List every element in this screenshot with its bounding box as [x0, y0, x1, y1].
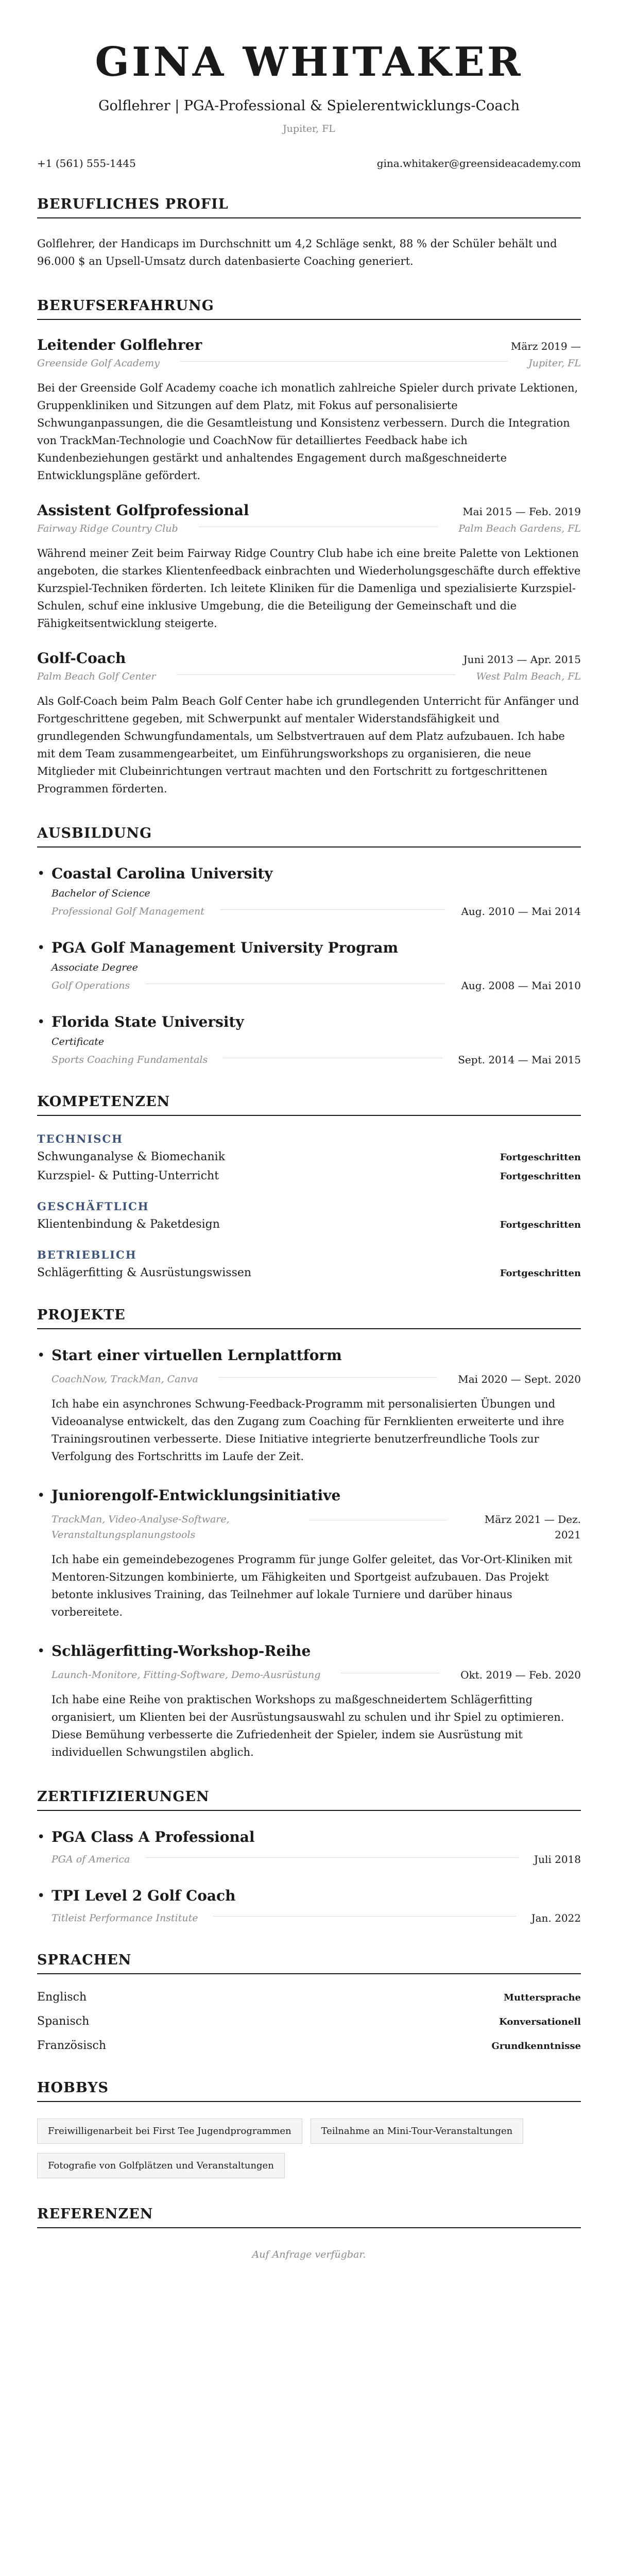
- education-date: Aug. 2008 — Mai 2010: [461, 979, 581, 992]
- skill-category: BETRIEBLICH: [37, 1248, 137, 1261]
- hobby-tag: Teilnahme an Mini-Tour-Veranstaltungen: [311, 2119, 524, 2144]
- skill-level: Fortgeschritten: [500, 1171, 581, 1182]
- job-description: Während meiner Zeit beim Fairway Ridge Country Club habe ich eine breite Palette von Lektionen angeboten, die starkes Klientenfeedback einbrachten und Wiederholungsgeschäfte durch effektive Kurzspiel-Techniken förderten. Ich leitete Kliniken für die Damenliga und spezialisierte Kurzspiel-Schulen, schuf eine inklusive Umgebung, die die Beteiligung der Gemeinschaft und die Fähigkeitsentwicklung steigerte.: [37, 547, 581, 630]
- job-entry: [37, 336, 581, 484]
- degree-name: Bachelor of Science: [52, 888, 150, 899]
- job-location: Jupiter, FL: [528, 358, 581, 369]
- section-title: ZERTIFIZIERUNGEN: [37, 1789, 581, 1811]
- job-location: Palm Beach Gardens, FL: [458, 523, 581, 534]
- job-description: Als Golf-Coach beim Palm Beach Golf Center habe ich grundlegenden Unterricht für Anfänger und Fortgeschrittene gegeben, mit Schwerpunkt auf mentaler Widerstandsfähigkeit und grundlegenden Schwungfundamentals, um Selbstvertrauen auf dem Platz aufzubauen. Ich habe mit dem Team zusammengearbeitet, um Einführungsworkshops zu organisieren, die neue Mitglieder mit Clubeinrichtungen vertraut machten und den Fortschritt zu fortgeschrittenen Programmen förderten.: [37, 695, 579, 795]
- profile-section: [37, 196, 581, 270]
- project-description: Ich habe ein asynchrones Schwung-Feedback-Programm mit personalisierten Übungen und Videoanalyse entwickelt, das den Zugang zum Coaching für Fernklienten erweiterte und ihre Trainingsroutinen verbesserte. Diese Initiative integrierte benutzerfreundliche Tools zur Verfolgung des Fortschritts im Laufe der Zeit.: [52, 1398, 564, 1463]
- job-title: Golf-Coach: [37, 650, 126, 667]
- certification-issuer: PGA of America: [52, 1854, 130, 1865]
- project-date: Mai 2020 — Sept. 2020: [458, 1373, 581, 1385]
- school-name: • PGA Golf Management University Program: [52, 939, 399, 956]
- skill-name: Schwunganalyse & Biomechanik: [37, 1150, 226, 1163]
- job-entry: [37, 502, 581, 632]
- skill-level: Fortgeschritten: [500, 1219, 581, 1230]
- section-title: HOBBYS: [37, 2080, 581, 2102]
- contact-row: [37, 157, 581, 170]
- project-entry: [37, 1486, 581, 1621]
- leader-line: [213, 1916, 516, 1917]
- skill-row: [37, 1170, 581, 1182]
- language-name: Spanisch: [37, 2015, 90, 2028]
- certification-issuer: Titleist Performance Institute: [52, 1912, 198, 1924]
- degree-name: Certificate: [52, 1036, 105, 1047]
- project-description: Ich habe ein gemeindebezogenes Programm für junge Golfer geleitet, das Vor-Ort-Kliniken mit Mentoren-Sitzungen kombinierte, um Fähigkeiten und Sportgeist aufzubauen. Das Projekt betonte inklusives Training, das Teilnehmer auf lokale Turniere und darüber hinaus vorbereitete.: [52, 1553, 573, 1618]
- certification-entry: [37, 1827, 581, 1866]
- skill-category: GESCHÄFTLICH: [37, 1200, 149, 1213]
- education-entry: [37, 864, 581, 918]
- job-title: Assistent Golfprofessional: [37, 502, 249, 519]
- certification-date: Jan. 2022: [531, 1912, 581, 1924]
- field-of-study: Sports Coaching Fundamentals: [52, 1054, 208, 1065]
- language-level: Grundkenntnisse: [491, 2041, 581, 2052]
- resume-header: [37, 39, 581, 134]
- language-row: [37, 2039, 581, 2052]
- candidate-location: Jupiter, FL: [283, 123, 335, 134]
- project-entry: [37, 1346, 581, 1465]
- job-date: März 2019 —: [510, 340, 581, 352]
- project-description: Ich habe eine Reihe von praktischen Workshops zu maßgeschneidertem Schlägerfitting organisiert, um Klienten bei der Ausrüstungsauswahl zu schulen und ihr Spiel zu optimieren. Diese Bemühung verbesserte die Zufriedenheit der Spieler, indem sie Ausrüstung mit individuellen Schwungstilen abglich.: [52, 1693, 564, 1758]
- job-entry: [37, 650, 581, 798]
- language-level: Konversationell: [499, 2016, 581, 2027]
- projects-section: [37, 1307, 581, 1761]
- project-tools: CoachNow, TrackMan, Canva: [52, 1374, 198, 1385]
- project-tools: Launch-Monitore, Fitting-Software, Demo-Ausrüstung: [52, 1669, 321, 1681]
- field-of-study: Golf Operations: [52, 980, 130, 991]
- school-name: • Florida State University: [52, 1013, 244, 1030]
- education-date: Aug. 2010 — Mai 2014: [461, 905, 581, 918]
- section-title: REFERENZEN: [37, 2206, 581, 2228]
- experience-section: [37, 298, 581, 798]
- references-note: Auf Anfrage verfügbar.: [252, 2249, 366, 2260]
- project-title: • Juniorengolf-Entwicklungsinitiative: [52, 1487, 341, 1504]
- certification-title: • PGA Class A Professional: [52, 1828, 255, 1845]
- leader-line: [145, 1857, 519, 1858]
- hobby-tag: Freiwilligenarbeit bei First Tee Jugendprogrammen: [37, 2119, 302, 2144]
- leader-line: [177, 674, 456, 675]
- job-date: Mai 2015 — Feb. 2019: [462, 505, 581, 518]
- references-section: [37, 2206, 581, 2260]
- certification-entry: [37, 1886, 581, 1924]
- job-company: Greenside Golf Academy: [37, 358, 160, 369]
- job-company: Fairway Ridge Country Club: [37, 523, 178, 534]
- certifications-section: [37, 1789, 581, 1924]
- skill-category: TECHNISCH: [37, 1132, 123, 1145]
- section-title: BERUFLICHES PROFIL: [37, 196, 581, 218]
- job-description: Bei der Greenside Golf Academy coache ich monatlich zahlreiche Spieler durch private Lektionen, Gruppenkliniken und Sitzungen auf dem Platz, mit Fokus auf personalisierte Schwunganpassungen, die die Gesamtleistung und Konsistenz verbessern. Durch die Integration von TrackMan-Technologie und CoachNow für detailliertes Feedback habe ich Kundenbeziehungen gestärkt und anhaltendes Engagement durch maßgeschneiderte Entwicklungspläne gefördert.: [37, 382, 578, 482]
- hobbies-section: [37, 2080, 581, 2178]
- degree-name: Associate Degree: [52, 962, 138, 973]
- education-section: [37, 825, 581, 1066]
- profile-summary: Golflehrer, der Handicaps im Durchschnitt um 4,2 Schläge senkt, 88 % der Schüler behält und 96.000 $ an Upsell-Umsatz durch datenbasierte Coaching generiert.: [37, 238, 557, 267]
- email-address[interactable]: gina.whitaker@greensideacademy.com: [376, 157, 581, 170]
- candidate-title: Golflehrer | PGA-Professional & Spielerentwicklungs-Coach: [98, 98, 520, 114]
- job-company: Palm Beach Golf Center: [37, 671, 156, 682]
- skill-row: [37, 1150, 581, 1163]
- project-tools: TrackMan, Video-Analyse-Software, Veranstaltungsplanungstools: [52, 1514, 230, 1540]
- leader-line: [180, 361, 508, 362]
- project-title: • Start einer virtuellen Lernplattform: [52, 1347, 342, 1364]
- job-date: Juni 2013 — Apr. 2015: [463, 653, 581, 666]
- section-title: KOMPETENZEN: [37, 1094, 581, 1116]
- skill-row: [37, 1218, 581, 1231]
- skill-level: Fortgeschritten: [500, 1152, 581, 1163]
- language-row: [37, 2015, 581, 2028]
- section-title: PROJEKTE: [37, 1307, 581, 1329]
- project-date: März 2021 — Dez. 2021: [484, 1513, 581, 1541]
- skill-name: Schlägerfitting & Ausrüstungswissen: [37, 1266, 252, 1279]
- language-name: Französisch: [37, 2039, 107, 2052]
- field-of-study: Professional Golf Management: [52, 906, 204, 917]
- candidate-name: GINA WHITAKER: [95, 39, 523, 86]
- job-title: Leitender Golflehrer: [37, 336, 202, 353]
- job-location: West Palm Beach, FL: [476, 671, 581, 682]
- school-name: • Coastal Carolina University: [52, 865, 273, 882]
- project-date: Okt. 2019 — Feb. 2020: [460, 1669, 581, 1681]
- section-title: BERUFSERFAHRUNG: [37, 298, 581, 320]
- leader-line: [219, 1377, 437, 1378]
- hobby-tags: [37, 2119, 581, 2178]
- skill-level: Fortgeschritten: [500, 1268, 581, 1279]
- skills-section: [37, 1094, 581, 1279]
- education-date: Sept. 2014 — Mai 2015: [458, 1054, 581, 1066]
- project-title: • Schlägerfitting-Workshop-Reihe: [52, 1642, 311, 1659]
- certification-date: Juli 2018: [534, 1853, 581, 1866]
- project-entry: [37, 1641, 581, 1761]
- phone-number[interactable]: +1 (561) 555-1445: [37, 157, 136, 170]
- language-row: [37, 1991, 581, 2004]
- education-entry: [37, 1012, 581, 1066]
- skill-row: [37, 1266, 581, 1279]
- leader-line: [220, 909, 446, 910]
- languages-section: [37, 1952, 581, 2052]
- skill-name: Klientenbindung & Paketdesign: [37, 1218, 220, 1231]
- skill-name: Kurzspiel- & Putting-Unterricht: [37, 1170, 219, 1182]
- hobby-tag: Fotografie von Golfplätzen und Veranstaltungen: [37, 2153, 285, 2178]
- section-title: AUSBILDUNG: [37, 825, 581, 848]
- language-level: Muttersprache: [504, 1992, 581, 2003]
- certification-title: • TPI Level 2 Golf Coach: [52, 1887, 236, 1904]
- language-name: Englisch: [37, 1991, 87, 2004]
- education-entry: [37, 938, 581, 992]
- section-title: SPRACHEN: [37, 1952, 581, 1974]
